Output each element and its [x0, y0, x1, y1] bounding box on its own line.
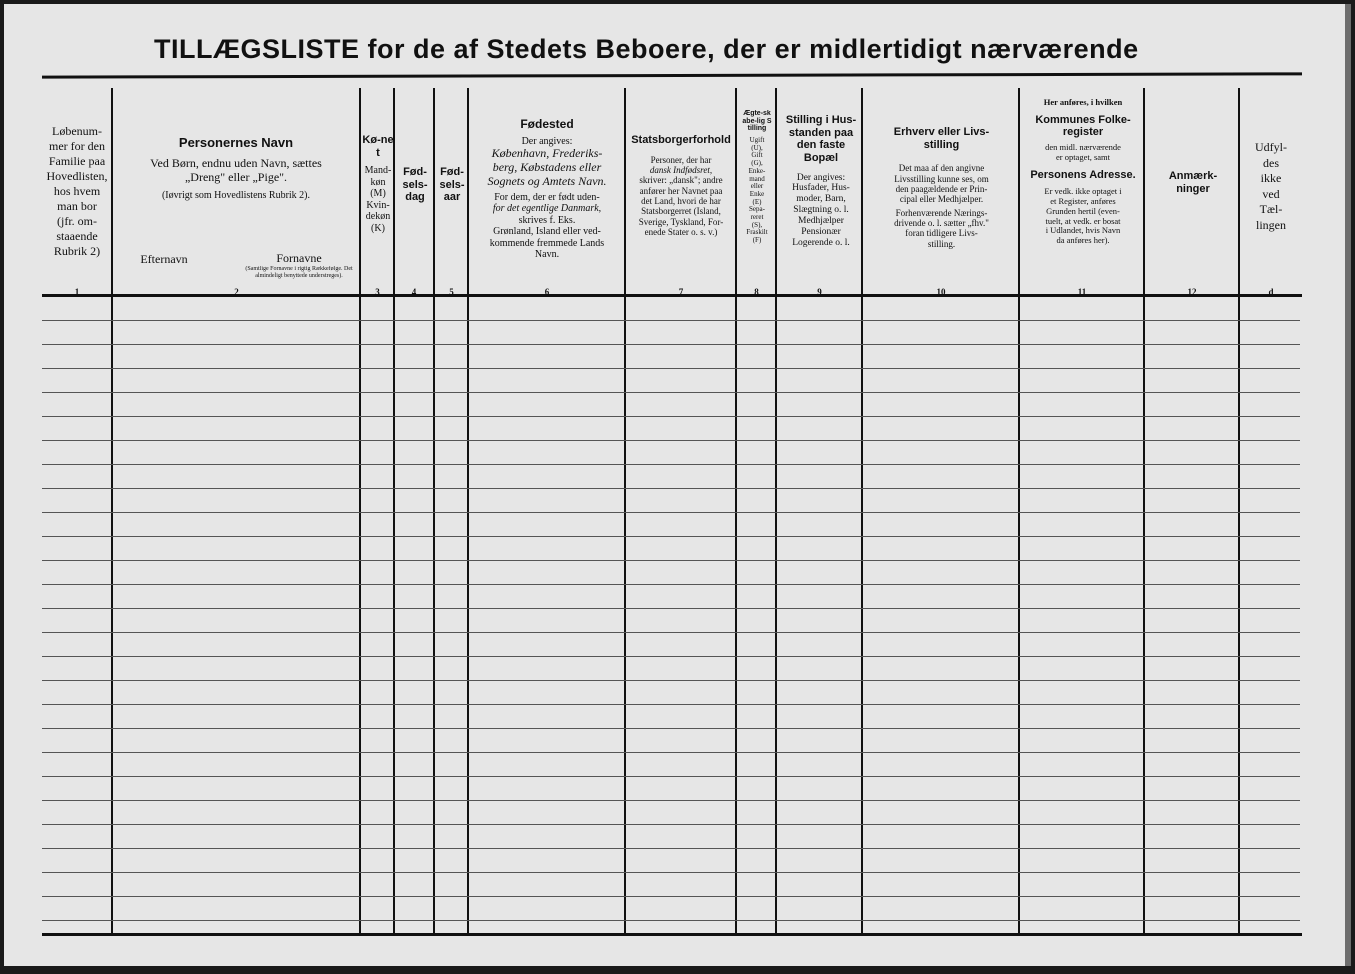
col1-header: [42, 124, 112, 259]
col11-top: Her anføres, i hvilken: [1043, 98, 1123, 107]
col9-text: Logerende o. l.: [792, 238, 850, 249]
entry-row-line: [42, 368, 1300, 369]
census-form-sheet: [4, 4, 1351, 966]
col6-sub: Der angives:: [521, 135, 573, 147]
col8-text: Enke-: [748, 166, 766, 175]
col-number: d: [1268, 287, 1274, 297]
col-number: 1: [74, 287, 80, 297]
col-number: 3: [375, 287, 380, 297]
col6-text: København, Frederiks-: [491, 146, 603, 161]
entry-row-line: [42, 632, 1300, 633]
col11-heading2: Personens Adresse.: [1030, 168, 1136, 181]
col6-heading: Fødested: [520, 118, 574, 131]
col5-header: [436, 166, 468, 204]
col9-heading: Stilling i Hus-standen paa den faste Bopæl: [785, 114, 857, 164]
col8-text: Sepa-: [749, 205, 765, 214]
col8-text: eller: [750, 182, 764, 191]
col2-text: Ved Børn, endnu uden Navn, sættes: [150, 155, 322, 170]
col1-text: (jfr. om-: [57, 214, 97, 228]
entry-row-line: [42, 320, 1300, 321]
col7-text: Statsborgerret (Island,: [641, 206, 721, 217]
col2-sub-efternavn: Efternavn: [140, 253, 188, 266]
col6-text: For dem, der er født uden-: [494, 191, 600, 203]
col6-text: kommende fremmede Lands: [489, 237, 605, 249]
col6-text: berg, Købstadens eller: [492, 160, 602, 175]
col1-text: man bor: [57, 199, 97, 213]
col2-heading: Personernes Navn: [178, 136, 294, 150]
col4-header: [396, 166, 434, 204]
col6-text: Grønland, Island eller ved-: [493, 226, 601, 238]
cold-text: des: [1263, 155, 1279, 170]
entry-row-line: [42, 872, 1300, 873]
col2-text: „Dreng" eller „Pige".: [184, 169, 288, 184]
col10-text: foran tidligere Livs-: [905, 228, 978, 239]
col9-header: [779, 114, 863, 249]
col9-text: Slægtning o. l.: [793, 205, 849, 216]
entry-row-line: [42, 608, 1300, 609]
entry-row-line: [42, 560, 1300, 561]
col1-text: Rubrik 2): [53, 244, 101, 258]
col11-text: den midl. nærværende: [1045, 142, 1121, 153]
col2-header: [114, 136, 358, 201]
col11-text: da anføres her).: [1056, 235, 1110, 246]
col7-heading: Statsborgerforhold: [631, 134, 731, 146]
col11-text: Grunden hertil (even-: [1046, 205, 1120, 216]
entry-row-line: [42, 848, 1300, 849]
top-rule: [42, 72, 1302, 78]
col7-text: dansk Indfødsret,: [649, 164, 713, 175]
col9-text: Pensionær: [801, 227, 841, 238]
col10-text: stilling.: [927, 238, 956, 249]
cold-text: Udfyl-: [1255, 140, 1287, 154]
col9-text: Husfader, Hus-: [792, 183, 850, 194]
cold-text: ved: [1262, 186, 1280, 201]
col11-text: Er vedk. ikke optaget i: [1044, 186, 1122, 197]
col7-header: [626, 134, 736, 237]
col-number: 11: [1077, 287, 1087, 297]
col12-heading: Anmærk-ninger: [1168, 170, 1218, 195]
col6-header: [470, 118, 624, 261]
col8-text: Ugift: [749, 136, 765, 145]
col2-fornavne-note: (Samtlige Fornavne i rigtig Rækkefølge. Det almindeligt benyttede understreges).: [245, 266, 353, 279]
col8-text: (E): [752, 197, 762, 206]
col7-text: enede Stater o. s. v.): [644, 227, 718, 238]
col8-text: (G),: [751, 159, 763, 168]
col-number: 2: [234, 287, 239, 297]
col6-text: Sognets og Amtets Navn.: [487, 173, 607, 188]
col-number: 6: [544, 287, 550, 297]
bottom-rule: [42, 933, 1302, 936]
col10-heading: Erhverv eller Livs-stilling: [893, 126, 990, 151]
col6-text: Navn.: [534, 249, 560, 261]
col8-text: Enke: [749, 189, 765, 198]
entry-row-line: [42, 464, 1300, 465]
col1-text: Løbenum-: [52, 124, 102, 138]
cold-text: ikke: [1260, 171, 1282, 186]
entry-row-line: [42, 488, 1300, 489]
col11-heading: Kommunes Folke-register: [1035, 113, 1131, 139]
col-number: 12: [1187, 287, 1197, 297]
col12-header: [1146, 170, 1240, 195]
col10-text: den paagældende er Prin-: [895, 183, 988, 194]
col11-text: tuelt, at vedk. er bosat: [1045, 215, 1121, 226]
entry-row-line: [42, 512, 1300, 513]
col8-text: (S),: [751, 220, 763, 229]
entry-row-line: [42, 776, 1300, 777]
col6-text: for det egentlige Danmark,: [492, 203, 602, 215]
col7-text: Sverige, Tyskland, For-: [638, 216, 724, 227]
cold-text: Tæl-: [1259, 202, 1283, 217]
col10-text: Det maa af den angivne: [898, 163, 985, 174]
col8-header: [738, 110, 776, 245]
col7-text: det Land, hvori de har: [641, 196, 721, 207]
col-number: 8: [754, 287, 759, 297]
cold-text: lingen: [1256, 217, 1286, 232]
entry-row-line: [42, 392, 1300, 393]
col1-text: Familie paa: [48, 154, 106, 168]
col11-header: [1021, 98, 1145, 246]
col3-text: (K): [371, 222, 385, 234]
col7-text: Personer, der har: [650, 154, 712, 165]
col10-text: drivende o. l. sætter „fhv.": [894, 218, 989, 228]
col-number: 9: [817, 287, 822, 297]
col8-text: Fraskilt: [746, 228, 768, 237]
col1-text: staaende: [56, 229, 98, 243]
col8-text: (F): [752, 236, 762, 244]
col9-text: Medhjælper: [798, 216, 844, 227]
entry-row-line: [42, 440, 1300, 441]
entry-row-line: [42, 656, 1300, 657]
form-title: TILLÆGSLISTE for de af Stedets Beboere, der er midlertidigt nærværende: [154, 34, 1139, 64]
col-number: 4: [411, 287, 417, 297]
col10-header: [864, 126, 1019, 249]
col3-text: køn: [370, 176, 386, 188]
col7-text: anfører her Navnet paa: [639, 185, 723, 196]
col1-text: Hovedlisten,: [46, 169, 108, 183]
col2-sub-fornavne: Fornavne: [276, 252, 322, 265]
entry-row-line: [42, 728, 1300, 729]
col8-text: Gift: [751, 151, 763, 160]
col11-text: er optaget, samt: [1055, 151, 1111, 162]
cold-header: [1241, 140, 1301, 234]
entry-row-line: [42, 824, 1300, 825]
entry-row-line: [42, 920, 1300, 921]
col3-header: [362, 134, 394, 234]
col-number: 7: [678, 287, 684, 297]
col9-text: moder, Barn,: [796, 194, 846, 205]
col5-heading: Fød-sels-aar: [439, 166, 465, 204]
col11-text: et Register, anføres: [1050, 195, 1116, 206]
col2-text: (Iøvrigt som Hovedlistens Rubrik 2).: [161, 189, 311, 201]
entry-row-line: [42, 536, 1300, 537]
entry-row-line: [42, 704, 1300, 705]
col3-text: Mand-: [364, 165, 392, 177]
col3-text: Kvin-: [366, 199, 390, 211]
col8-heading: Ægte-skabe-lig Stilling: [742, 110, 772, 133]
col-number: 5: [449, 287, 454, 297]
col8-text: mand: [749, 174, 765, 183]
col-number: 10: [936, 287, 946, 297]
entry-row-line: [42, 680, 1300, 681]
col3-text: dekøn: [365, 211, 391, 223]
col6-text: skrives f. Eks.: [518, 214, 576, 226]
entry-row-line: [42, 800, 1300, 801]
col7-text: skriver: „dansk"; andre: [639, 175, 723, 186]
col1-text: mer for den: [49, 139, 105, 153]
col8-text: reret: [750, 212, 764, 221]
col1-text: hos hvem: [53, 184, 101, 198]
col3-text: (M): [370, 188, 386, 200]
col9-text: Der angives:: [796, 172, 846, 183]
entry-row-line: [42, 584, 1300, 585]
col4-heading: Fød-sels-dag: [402, 166, 428, 204]
col10-text: cipal eller Medhjælper.: [899, 194, 984, 205]
col10-text: Forhenværende Nærings-: [895, 207, 988, 218]
entry-row-line: [42, 344, 1300, 345]
entry-row-line: [42, 416, 1300, 417]
col8-text: (U),: [751, 143, 763, 152]
col11-text: i Udlandet, hvis Navn: [1045, 225, 1121, 236]
entry-row-line: [42, 896, 1300, 897]
col10-text: Livsstilling kunne ses, om: [894, 173, 989, 184]
entry-row-line: [42, 752, 1300, 753]
col3-heading: Kø-net: [362, 134, 394, 159]
